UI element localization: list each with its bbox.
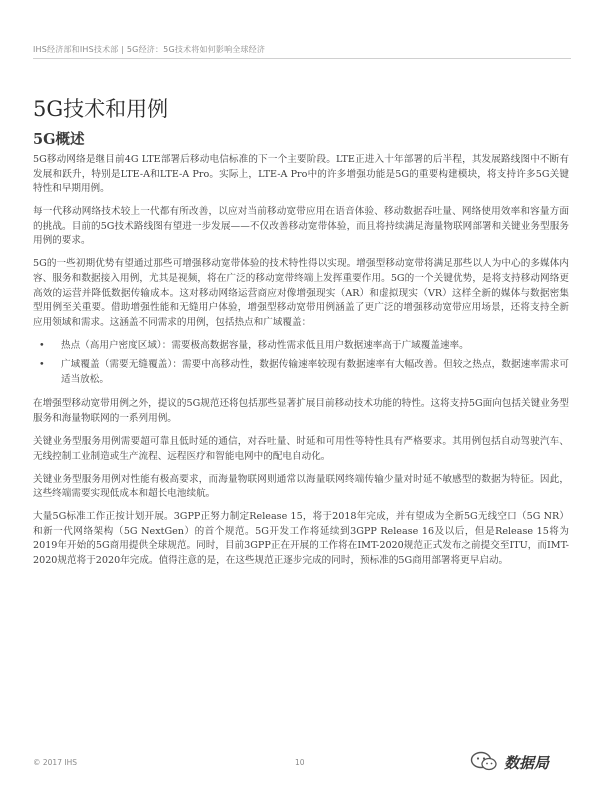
header-divider [33, 58, 571, 59]
paragraph: 关键业务型服务用例需要超可靠且低时延的通信，对吞吐量、时延和可用性等特性具有严格要求。其用例包括自动驾驶汽车、无线控制工业制造或生产流程、远程医疗和智能电网中的配电自动化。 [33, 436, 569, 462]
wechat-logo-icon [470, 751, 498, 771]
bullet-dot-icon: • [39, 359, 45, 371]
paragraph: 关键业务型服务用例对性能有极高要求，而海量物联网则通常以海量联网终端传输少量对时延不敏感型的数据为特征。因此，这些终端需要实现低成本和超长电池续航。 [33, 473, 569, 500]
bullet-item [33, 339, 569, 354]
body-text [33, 153, 569, 577]
watermark-text: 数据局 [504, 754, 550, 772]
section-title: 5G概述 [33, 131, 85, 148]
paragraph: 大量5G标准工作正按计划开展。3GPP正努力制定Release 15，将于2018年完成，并有望成为全新5G无线空口（5G NR）和新一代网络架构（5G NextGen）的首个规范。5G开发工作将延续到3GPP Release 16及以后，但是Release 15将为2019年开始的5G商用提供全球规范。同时，目前3GPP正在开展的工作将在IMT-2020规范正式发布之前提交至ITU，而IMT-2020规范将于2020年完成。值得注意的是，在这些规范正逐步完成的同时，预标准的5G商用部署将更早启动。 [33, 511, 569, 566]
watermark [470, 749, 590, 775]
bullet-text: 广域覆盖（需要无缝覆盖）：需要中高移动性，数据传输速率较现有数据速率有大幅改善。但较之热点，数据速率需求可适当放松。 [61, 359, 569, 385]
copyright-text: © 2017 IHS [33, 758, 77, 767]
bullet-text: 热点（高用户密度区域）：需要极高数据容量，移动性需求低且用户数据速率高于广域覆盖速率。 [61, 339, 469, 351]
paragraph: 每一代移动网络技术较上一代都有所改善，以应对当前移动宽带应用在语音体验、移动数据吞吐量、网络使用效率和容量方面的挑战。目前的5G技术路线图有望进一步发展——不仅改善移动宽带体验，而且将持续满足海量物联网部署和关键业务型服务用例的要求。 [33, 206, 569, 247]
paragraph: 5G移动网络是继目前4G LTE部署后移动电信标准的下一个主要阶段。LTE正进入十年部署的后半程，其发展路线图中不断有发展和跃升，特别是LTE-A和LTE-A Pro。实际上，LTE-A Pro中的许多增强功能是5G的重要构建模块，将支持许多5G关键特性和早期用例。 [33, 154, 569, 195]
chapter-title: 5G技术和用例 [33, 97, 169, 121]
bullet-list [33, 339, 569, 388]
bullet-item [33, 358, 569, 387]
page-number: 10 [295, 758, 305, 767]
running-header: IHS经济部和IHS技术部 | 5G经济：5G技术将如何影响全球经济 [33, 45, 266, 54]
paragraph: 5G的一些初期优势有望通过那些可增强移动宽带体验的技术特性得以实现。增强型移动宽带将满足那些以人为中心的多媒体内容、服务和数据接入用例，尤其是视频，将在广泛的移动宽带终端上发挥重要作用。5G的一个关键优势，是将支持移动网络更高效的运营并降低数据传输成本。这对移动网络运营商应对像增强现实（AR）和虚拟现实（VR）这样全新的媒体与数据密集型用例至关重要。借助增强性能和无缝用户体验，增强型移动宽带用例涵盖了更广泛的增强移动宽带应用场景，还将支持全新应用领域和需求。这涵盖不同需求的用例，包括热点和广域覆盖： [33, 258, 569, 328]
paragraph: 在增强型移动宽带用例之外，提议的5G规范还将包括那些显著扩展目前移动技术功能的特性。这将支持5G面向包括关键业务型服务和海量物联网的一系列用例。 [33, 398, 570, 425]
bullet-dot-icon: • [39, 339, 45, 351]
